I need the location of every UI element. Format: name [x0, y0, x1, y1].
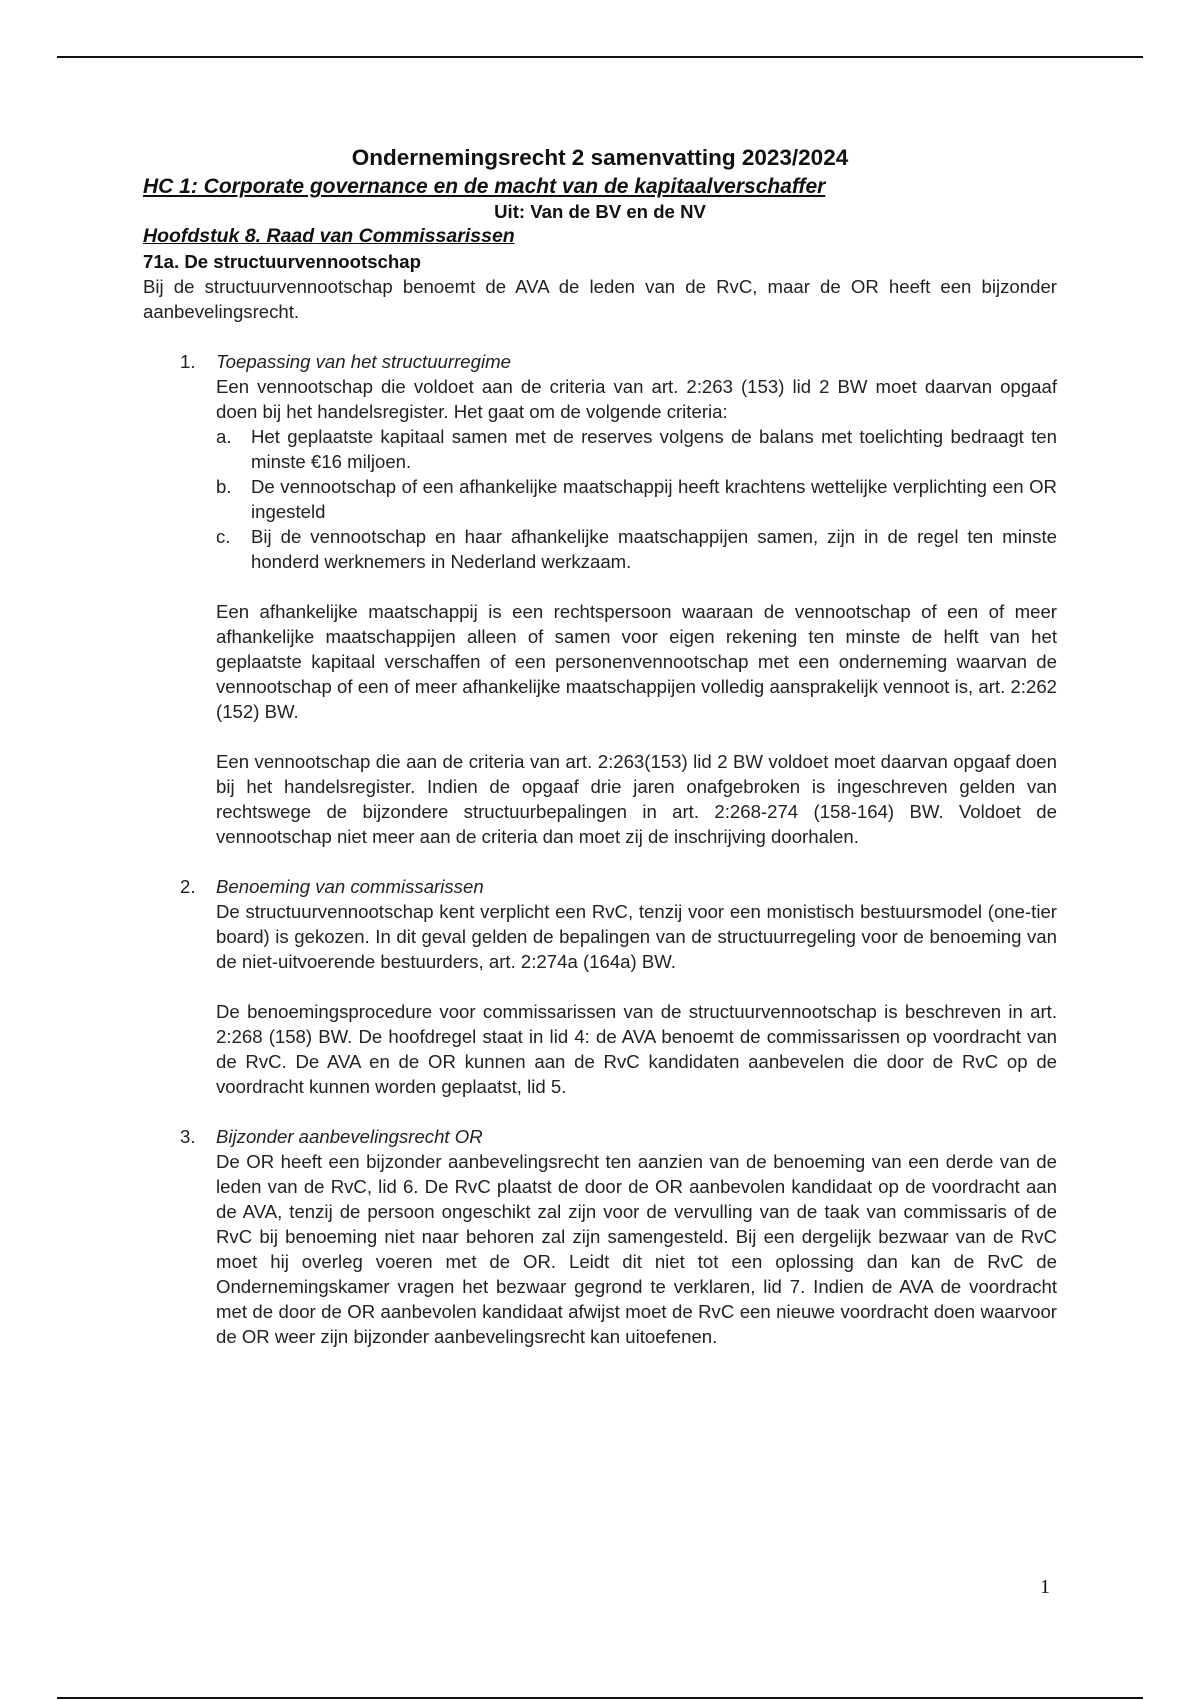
criterion-a [216, 424, 1057, 474]
criterion-b [216, 474, 1057, 524]
source-line: Uit: Van de BV en de NV [494, 201, 706, 222]
criterion-letter: b. [216, 476, 232, 497]
section-heading: 71a. De structuurvennootschap [143, 251, 421, 272]
item-text: De OR heeft een bijzonder aanbevelingsrecht ten aanzien van de benoeming van een derde van de leden van de RvC, lid 6. De RvC plaatst de door de OR aanbevolen kandidaat op de voordracht aan de AVA, tenzij de persoon ongeschikt zal zijn voor de vervulling van de taak van commissaris of de RvC bij benoeming niet naar behoren zal zijn samengesteld. Bij een dergelijk bezwaar van de RvC moet hij overleg voeren met de OR. Leidt dit niet tot een oplossing dan kan de RvC de Ondernemingskamer vragen het bezwaar gegrond te verklaren, lid 7. Indien de AVA de voordracht met de door de OR aanbevolen kandidaat afwijst moet de RvC een nieuwe voordracht doen waarvoor de OR weer zijn bijzonder aanbevelingsrecht kan uitoefenen. [216, 1151, 1057, 1347]
criterion-text: Bij de vennootschap en haar afhankelijke maatschappijen samen, zijn in de regel ten minste honderd werknemers in Nederland werkzaam. [251, 526, 1057, 572]
lecture-heading: HC 1: Corporate governance en de macht van de kapitaalverschaffer [143, 175, 826, 198]
header-rule [57, 56, 1143, 58]
item-title: Benoeming van commissarissen [216, 876, 484, 897]
paragraph: Een afhankelijke maatschappij is een rechtspersoon waaraan de vennootschap of een of meer afhankelijke maatschappijen alleen of samen voor eigen rekening ten minste de helft van het geplaatste kapitaal verschaffen of een personenvennootschap met een onderneming waarvan de vennootschap of een of meer afhankelijke maatschappijen volledig aansprakelijk vennoot is, art. 2:262 (152) BW. [216, 601, 1057, 722]
criterion-c [216, 524, 1057, 574]
item-text: De structuurvennootschap kent verplicht een RvC, tenzij voor een monistisch bestuursmodel (one-tier board) is gekozen. In dit geval gelden de bepalingen van de structuurregeling voor de benoeming van de niet-uitvoerende bestuurders, art. 2:274a (164a) BW. [216, 901, 1057, 972]
item-text: Een vennootschap die voldoet aan de criteria van art. 2:263 (153) lid 2 BW moet daarvan opgaaf doen bij het handelsregister. Het gaat om de volgende criteria: [216, 376, 1057, 422]
item-title: Bijzonder aanbevelingsrecht OR [216, 1126, 483, 1147]
paragraph: Een vennootschap die aan de criteria van art. 2:263(153) lid 2 BW voldoet moet daarvan opgaaf doen bij het handelsregister. Indien de opgaaf drie jaren onafgebroken is ingeschreven gelden van rechtswege de bijzondere structuurbepalingen in art. 2:268-274 (158-164) BW. Voldoet de vennootschap niet meer aan de criteria dan moet zij de inschrijving doorhalen. [216, 751, 1057, 847]
document-body [143, 143, 1057, 1349]
criterion-text: Het geplaatste kapitaal samen met de reserves volgens de balans met toelichting bedraagt ten minste €16 miljoen. [251, 426, 1057, 472]
chapter-heading: Hoofdstuk 8. Raad van Commissarissen [143, 225, 515, 247]
item-title: Toepassing van het structuurregime [216, 351, 511, 372]
list-item-3 [143, 1124, 1057, 1349]
paragraph: De benoemingsprocedure voor commissarissen van de structuurvennootschap is beschreven in art. 2:268 (158) BW. De hoofdregel staat in lid 4: de AVA benoemt de commissarissen op voordracht van de RvC. De AVA en de OR kunnen aan de RvC kandidaten aanbevelen die door de RvC op de voordracht kunnen worden geplaatst, lid 5. [216, 1001, 1057, 1097]
list-item-2 [143, 874, 1057, 1099]
criterion-text: De vennootschap of een afhankelijke maatschappij heeft krachtens wettelijke verplichting een OR ingesteld [251, 476, 1057, 522]
intro-paragraph: Bij de structuurvennootschap benoemt de AVA de leden van de RvC, maar de OR heeft een bijzonder aanbevelingsrecht. [143, 276, 1057, 322]
item-number: 3. [180, 1126, 196, 1147]
page-number: 1 [1040, 1576, 1050, 1598]
footer-rule [57, 1697, 1143, 1699]
item-number: 2. [180, 876, 196, 897]
criterion-letter: a. [216, 426, 232, 447]
item-number: 1. [180, 351, 196, 372]
criterion-letter: c. [216, 526, 231, 547]
document-title: Ondernemingsrecht 2 samenvatting 2023/2024 [351, 145, 849, 170]
list-item-1 [143, 349, 1057, 849]
